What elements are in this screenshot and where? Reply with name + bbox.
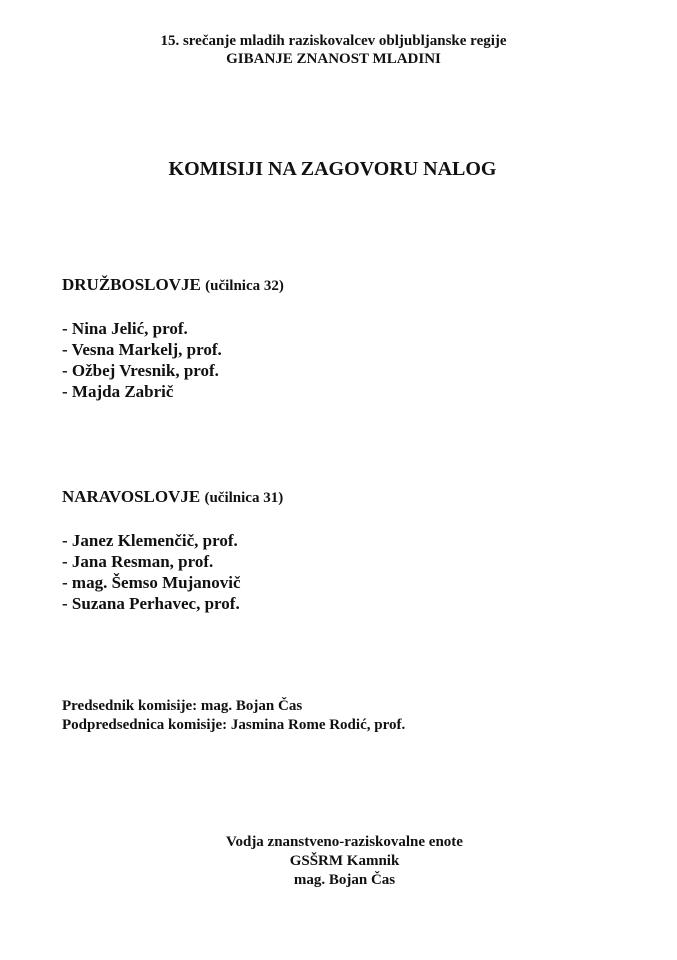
member-item: - Nina Jelić, prof. — [62, 319, 188, 338]
section-name: NARAVOSLOVJE — [62, 487, 201, 506]
president-line: Predsednik komisije: mag. Bojan Čas — [62, 698, 303, 714]
section-room: (učilnica 32) — [205, 278, 284, 294]
signature-name: mag. Bojan Čas — [293, 872, 396, 888]
event-motto: GIBANJE ZNANOST MLADINI — [226, 51, 441, 67]
member-item: - Suzana Perhavec, prof. — [62, 594, 240, 613]
section-name: DRUŽBOSLOVJE — [62, 275, 201, 294]
signature-role: Vodja znanstveno-raziskovalne enote — [226, 834, 463, 850]
member-list — [62, 530, 283, 614]
section-room: (učilnica 31) — [204, 490, 284, 506]
committee-section-social-sciences — [62, 275, 284, 402]
member-item: - Janez Klemenčič, prof. — [62, 531, 238, 550]
member-item: - Vesna Markelj, prof. — [62, 340, 222, 359]
section-heading — [62, 275, 284, 296]
signature-block — [0, 833, 677, 890]
vice-president-line: Podpredsednica komisije: Jasmina Rome Rodić, prof. — [62, 717, 406, 733]
member-list — [62, 318, 284, 402]
event-name: 15. srečanje mladih raziskovalcev obljubljanske regije — [160, 33, 507, 49]
committee-officers — [62, 697, 405, 735]
section-heading — [62, 487, 283, 508]
event-header — [0, 32, 677, 68]
committee-section-natural-sciences — [62, 487, 283, 614]
member-item: - Ožbej Vresnik, prof. — [62, 361, 219, 380]
page-title: KOMISIJI NA ZAGOVORU NALOG — [168, 158, 497, 180]
member-item: - mag. Šemso Mujanovič — [62, 573, 241, 592]
member-item: - Majda Zabrič — [62, 382, 174, 401]
member-item: - Jana Resman, prof. — [62, 552, 214, 571]
signature-institution: GSŠRM Kamnik — [289, 853, 400, 869]
